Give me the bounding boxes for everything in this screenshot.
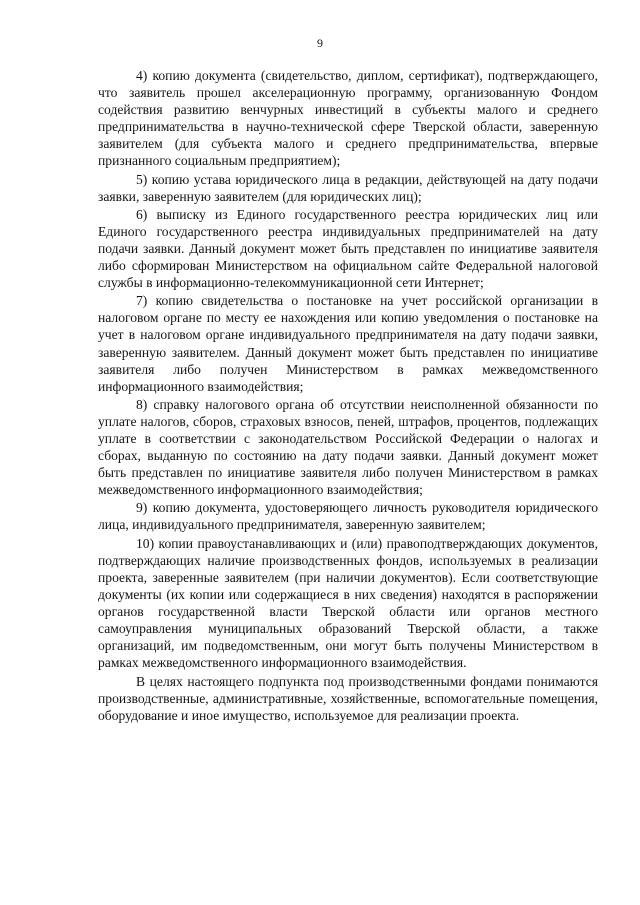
closing-paragraph: В целях настоящего подпункта под производственными фондами понимаются производственные, административные, хозяйственные, вспомогательные помещения, оборудование и иное имущество, используемое для реализации проекта. xyxy=(98,674,598,724)
document-body xyxy=(98,67,598,725)
page-number: 9 xyxy=(317,36,323,50)
list-item-4: 4) копию документа (свидетельство, диплом, сертификат), подтверждающего, что заявитель прошел акселерационную программу, организованную Фондом содействия развитию венчурных инвестиций в субъекты малого и среднего предпринимательства в научно-технической сфере Тверской области, заверенную заявителем (для субъекта малого и среднего предпринимательства, впервые признанного социальным предприятием); xyxy=(98,68,598,169)
list-item-8: 8) справку налогового органа об отсутствии неисполненной обязанности по уплате налогов, сборов, страховых взносов, пеней, штрафов, процентов, подлежащих уплате в соответствии с законодательством Российской Федерации о налогах и сборах, выданную по состоянию на дату подачи заявки. Данный документ может быть представлен по инициативе заявителя либо получен Министерством в рамках межведомственного информационного взаимодействия; xyxy=(98,396,598,498)
list-item-9: 9) копию документа, удостоверяющего личность руководителя юридического лица, индивидуального предпринимателя, заверенную заявителем; xyxy=(98,500,598,533)
list-item-6: 6) выписку из Единого государственного реестра юридических лиц или Единого государственного реестра индивидуальных предпринимателей на дату подачи заявки. Данный документ может быть представлен по инициативе заявителя либо сформирован Министерством на официальном сайте Федеральной налоговой службы в информационно-телекоммуникационной сети Интернет; xyxy=(98,206,598,291)
list-item-10: 10) копии правоустанавливающих и (или) правоподтверждающих документов, подтверждающих наличие производственных фондов, используемых в реализации проекта, заверенные заявителем (при наличии документов). Если соответствующие документы (их копии или содержащиеся в них сведения) находятся в распоряжении органов государственной власти Тверской области или органов местного самоуправления муниципальных образований Тверской области, а также организаций, им подведомственным, они могут быть получены Министерством в рамках межведомственного информационного взаимодействия. xyxy=(98,535,598,671)
list-item-7: 7) копию свидетельства о постановке на учет российской организации в налоговом органе по месту ее нахождения или копию уведомления о постановке на учет в налоговом органе индивидуального предпринимателя на дату подачи заявки, заверенную заявителем. Данный документ может быть представлен по инициативе заявителя либо получен Министерством в рамках межведомственного информационного взаимодействия; xyxy=(98,293,598,394)
list-item-5: 5) копию устава юридического лица в редакции, действующей на дату подачи заявки, заверенную заявителем (для юридических лиц); xyxy=(98,171,598,204)
